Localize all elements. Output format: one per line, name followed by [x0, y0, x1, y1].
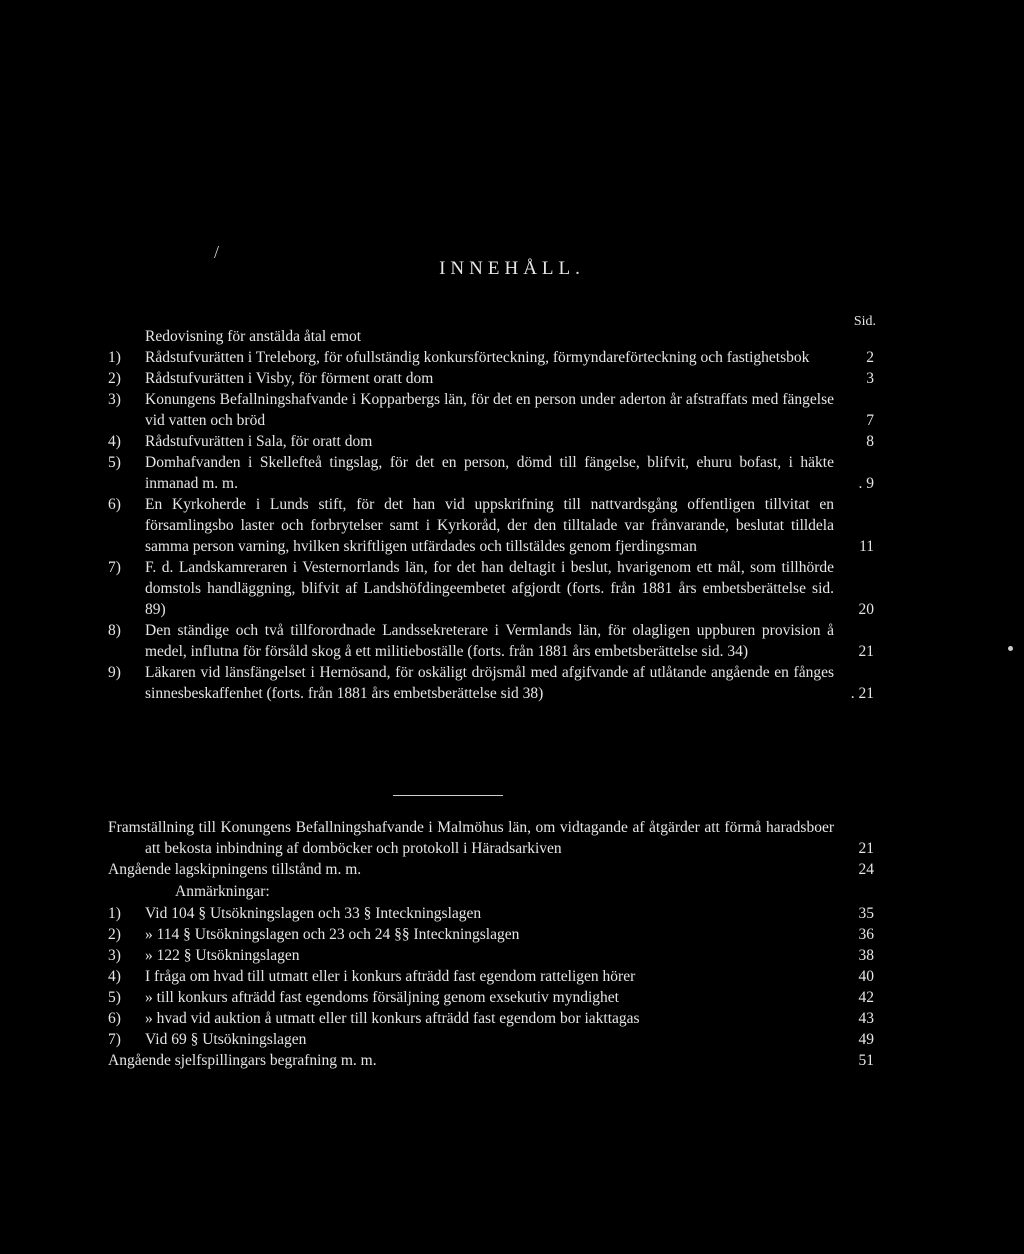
entry-number: 4) [108, 433, 121, 450]
entry-number: 4) [108, 968, 121, 985]
entry-text: Rådstufvurätten i Visby, för förment oratt dom [145, 370, 434, 387]
entry-number: 7) [108, 1031, 121, 1048]
toc-entry-6 [108, 494, 874, 557]
entry-page: 20 [858, 601, 874, 618]
entry-text: Rådstufvurätten i Treleborg, för ofullständig konkursförteckning, förmyndareförteckning och fastighetsbok [145, 349, 810, 366]
entry-number: 7) [108, 559, 121, 576]
anmarkning-entry-4 [108, 966, 874, 987]
entry-text: I fråga om hvad till utmatt eller i konkurs afträdd fast egendom ratteligen hörer [145, 968, 636, 985]
section-heading: Redovisning för anstälda åtal emot [145, 328, 362, 345]
entry-text: Rådstufvurätten i Sala, för oratt dom [145, 433, 373, 450]
section-divider [393, 795, 503, 796]
entry-text: En Kyrkoherde i Lunds stift, för det han vid uppskrifning till nattvardsgång offentligen tillvitat en församlingsbo laster och forbrytelser samt i Kyrkoråd, der den tilltalade var frånvarande, beslutat tilldela samma person varning, hvilken skriftligen utfärdades och tillstäldes genom fjerdingsman [145, 496, 834, 555]
entry-page: 42 [858, 989, 874, 1006]
entry-page: 49 [858, 1031, 874, 1048]
toc-entry-3 [108, 389, 874, 431]
entry-text: Den ständige och två tillforordnade Landssekreterare i Vermlands län, för olagligen uppburen provision å medel, influtna för försåld skog å ett militieboställe (forts. från 1881 års embetsberättelse sid. 34) [145, 622, 834, 660]
toc-entry-1 [108, 347, 874, 368]
toc-entry-lagskipning [108, 859, 874, 880]
entry-text: F. d. Landskamreraren i Vesternorrlands län, for det han deltagit i beslut, hvarigenom ett mål, som tillhörde domstols handläggning, blifvit af Landshöfdingeembetet afgjordt (forts. från 1881 års embetsberättelse sid. 89) [145, 559, 834, 618]
entry-text: Angående lagskipningens tillstånd m. m. [108, 861, 362, 878]
anmarkning-entry-3 [108, 945, 874, 966]
toc-entry-8 [108, 620, 874, 662]
entry-page: 35 [858, 905, 874, 922]
entry-page: 11 [859, 538, 874, 555]
toc-section-other [108, 817, 874, 1071]
toc-entry-7 [108, 557, 874, 620]
entry-text: » 122 § Utsökningslagen [145, 947, 300, 964]
entry-text: » 114 § Utsökningslagen och 23 och 24 §§ Inteckningslagen [145, 926, 520, 943]
anmarkning-entry-2 [108, 924, 874, 945]
entry-text: » hvad vid auktion å utmatt eller till konkurs afträdd fast egendom bor iakttagas [145, 1010, 640, 1027]
corner-mark: / [214, 242, 220, 262]
page-title: INNEHÅLL. [439, 258, 585, 279]
anmarkning-entry-7 [108, 1029, 874, 1050]
entry-number: 3) [108, 947, 121, 964]
entry-text: Vid 104 § Utsökningslagen och 33 § Inteckningslagen [145, 905, 482, 922]
entry-page: 38 [858, 947, 874, 964]
entry-number: 5) [108, 454, 121, 471]
anmarkning-entry-1 [108, 903, 874, 924]
entry-number: 1) [108, 905, 121, 922]
entry-number: 6) [108, 496, 121, 513]
toc-entry-4 [108, 431, 874, 452]
entry-number: 2) [108, 926, 121, 943]
entry-number: 9) [108, 664, 121, 681]
anmarkning-entry-6 [108, 1008, 874, 1029]
entry-page: 40 [858, 968, 874, 985]
page-column-header: Sid. [853, 314, 876, 329]
entry-page: . 9 [858, 475, 874, 492]
entry-number: 2) [108, 370, 121, 387]
entry-page: 7 [866, 412, 874, 429]
toc-section-redovisning [108, 326, 874, 704]
anmarkningar-heading: Anmärkningar: [175, 883, 270, 900]
entry-page: 21 [858, 643, 874, 660]
anmarkning-entry-5 [108, 987, 874, 1008]
entry-text: Konungens Befallningshafvande i Kopparbergs län, för det en person under aderton år afstraffats med fängelse vid vatten och bröd [145, 391, 834, 429]
toc-entry-5 [108, 452, 874, 494]
entry-number: 6) [108, 1010, 121, 1027]
entry-number: 3) [108, 391, 121, 408]
toc-entry-2 [108, 368, 874, 389]
entry-page: 2 [866, 349, 874, 366]
entry-number: 1) [108, 349, 121, 366]
toc-entry-sjelfspillingar [108, 1050, 874, 1071]
entry-page: 36 [858, 926, 874, 943]
entry-page: 24 [858, 861, 874, 878]
entry-text: Framställning till Konungens Befallningshafvande i Malmöhus län, om vidtagande af åtgärder att förmå haradsboer att bekosta inbindning af domböcker och protokoll i Häradsarkiven [108, 819, 834, 857]
entry-page: . 21 [850, 685, 874, 702]
entry-text: » till konkurs afträdd fast egendoms försäljning genom exsekutiv myndighet [145, 989, 619, 1006]
entry-page: 3 [866, 370, 874, 387]
entry-page: 21 [858, 840, 874, 857]
entry-number: 5) [108, 989, 121, 1006]
entry-page: 43 [858, 1010, 874, 1027]
entry-text: Vid 69 § Utsökningslagen [145, 1031, 307, 1048]
entry-page: 8 [866, 433, 874, 450]
entry-text: Domhafvanden i Skellefteå tingslag, för det en person, dömd till fängelse, blifvit, ehuru bofast, i häkte inmanad m. m. [145, 454, 834, 492]
entry-text: Läkaren vid länsfängelset i Hernösand, för oskäligt dröjsmål med afgifvande af utlåtande angående en fånges sinnesbeskaffenhet (forts. från 1881 års embetsberättelse sid 38) [145, 664, 834, 702]
entry-number: 8) [108, 622, 121, 639]
toc-entry-framstallning [108, 817, 874, 859]
entry-text: Angående sjelfspillingars begrafning m. m. [108, 1052, 377, 1069]
toc-entry-9 [108, 662, 874, 704]
entry-page: 51 [858, 1052, 874, 1069]
speck-mark [1008, 646, 1013, 651]
